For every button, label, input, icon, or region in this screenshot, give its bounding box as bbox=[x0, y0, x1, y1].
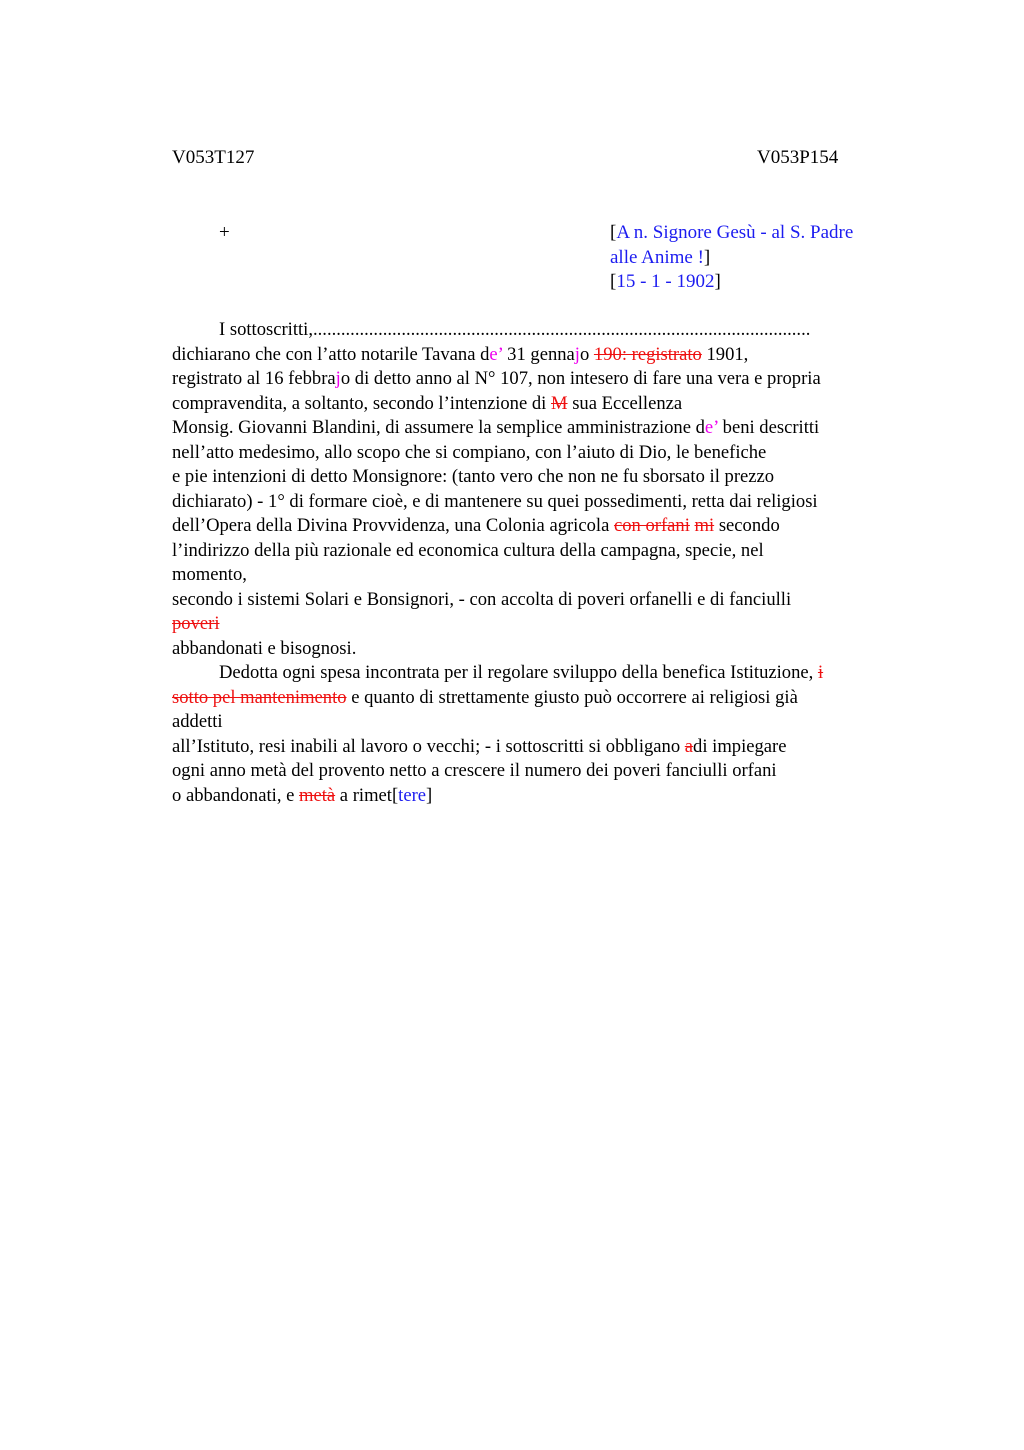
text-run: beni descritti bbox=[718, 417, 820, 438]
text-line: ogni anno metà del provento netto a crescere il numero dei poveri fanciulli orfani bbox=[172, 760, 777, 781]
bracket: [ bbox=[610, 271, 617, 292]
text-run: di impiegare bbox=[693, 735, 787, 757]
text-line: addetti bbox=[172, 711, 223, 732]
bracket: ] bbox=[426, 784, 433, 806]
deleted-text: mi bbox=[694, 515, 715, 536]
deleted-text: con orfani bbox=[613, 515, 690, 536]
dedication-line bbox=[610, 246, 900, 271]
deleted-text: metà bbox=[299, 784, 336, 806]
text-run: 31 genna bbox=[502, 343, 575, 365]
text-run: o bbox=[579, 343, 594, 365]
text-line: momento, bbox=[172, 564, 247, 585]
bracket: ] bbox=[703, 246, 711, 268]
text-line: nell’atto medesimo, allo scopo che si compiano, con l’aiuto di Dio, le benefiche bbox=[172, 441, 767, 463]
editorial-completion: tere bbox=[398, 784, 427, 806]
text-line: abbandonati e bisognosi. bbox=[172, 637, 357, 659]
dedication bbox=[610, 221, 900, 295]
deleted-text: a bbox=[684, 735, 694, 757]
bracket: [ bbox=[610, 222, 617, 243]
text-line bbox=[172, 686, 912, 711]
text-line bbox=[172, 392, 912, 417]
text-run: Monsig. Giovanni Blandini, di assumere la semplice amministrazione d bbox=[172, 417, 705, 438]
text-line: dichiarato) - 1° di formare cioè, e di mantenere su quei possedimenti, retta dai religiosi bbox=[172, 490, 818, 512]
text-line bbox=[172, 661, 912, 686]
dedication-line bbox=[610, 221, 900, 246]
text-run: secondo bbox=[714, 515, 780, 536]
text-run: o di detto anno al N° 107, non intesero di fare una vera e propria bbox=[340, 368, 821, 389]
cross-mark: + bbox=[219, 222, 230, 243]
text-run: dichiarano che con l’atto notarile Tavana d bbox=[172, 343, 490, 365]
inserted-text: j bbox=[574, 343, 580, 365]
dedication-date bbox=[610, 270, 900, 295]
text-run: sua Eccellenza bbox=[567, 392, 683, 414]
text-line: e pie intenzioni di detto Monsignore: (tanto vero che non ne fu sborsato il prezzo bbox=[172, 466, 775, 487]
text-line bbox=[172, 514, 912, 539]
text-run: all’Istituto, resi inabili al lavoro o vecchi; - i sottoscritti si obbligano bbox=[172, 735, 685, 757]
editorial-date: 15 - 1 - 1902 bbox=[616, 271, 715, 292]
deleted-text: poveri bbox=[172, 613, 220, 634]
text-line bbox=[172, 416, 912, 441]
inserted-text: e’ bbox=[704, 417, 718, 438]
text-line: l’indirizzo della più razionale ed economica cultura della campagna, specie, nel bbox=[172, 539, 764, 561]
text-line bbox=[172, 367, 912, 392]
document-body bbox=[172, 318, 912, 808]
text-run: registrato al 16 febbra bbox=[172, 368, 336, 389]
editorial-text: A n. Signore Gesù - al S. Padre bbox=[616, 222, 854, 243]
inserted-text: j bbox=[335, 368, 341, 389]
bracket: ] bbox=[714, 271, 721, 292]
deleted-text: M bbox=[551, 392, 568, 414]
text-run: o abbandonati, e bbox=[172, 784, 300, 806]
text-line bbox=[172, 343, 912, 368]
text-line bbox=[172, 612, 912, 637]
text-run: compravendita, a soltanto, secondo l’intenzione di bbox=[172, 392, 551, 414]
inserted-text: e’ bbox=[489, 343, 503, 365]
text-run: dell’Opera della Divina Provvidenza, una Colonia agricola bbox=[172, 515, 614, 536]
document-code-left: V053T127 bbox=[172, 147, 255, 168]
text-line bbox=[172, 784, 912, 809]
text-line: I sottoscritti,........................................................................................................... bbox=[219, 319, 811, 340]
deleted-text: sotto pel mantenimento bbox=[172, 686, 347, 708]
text-line: secondo i sistemi Solari e Bonsignori, - con accolta di poveri orfanelli e di fanciulli bbox=[172, 588, 792, 610]
bracket: [ bbox=[391, 784, 399, 806]
text-line bbox=[172, 735, 912, 760]
text-run: 1901, bbox=[701, 343, 749, 365]
text-run: e quanto di strettamente giusto può occorrere ai religiosi già bbox=[346, 686, 798, 708]
text-run: a rimet bbox=[335, 784, 392, 806]
deleted-text: i bbox=[817, 662, 824, 683]
text-run: Dedotta ogni spesa incontrata per il regolare sviluppo della benefica Istituzione, bbox=[219, 662, 818, 683]
editorial-text: alle Anime ! bbox=[610, 246, 704, 268]
deleted-text: 190: registrato bbox=[593, 343, 702, 365]
document-code-right: V053P154 bbox=[757, 147, 839, 168]
